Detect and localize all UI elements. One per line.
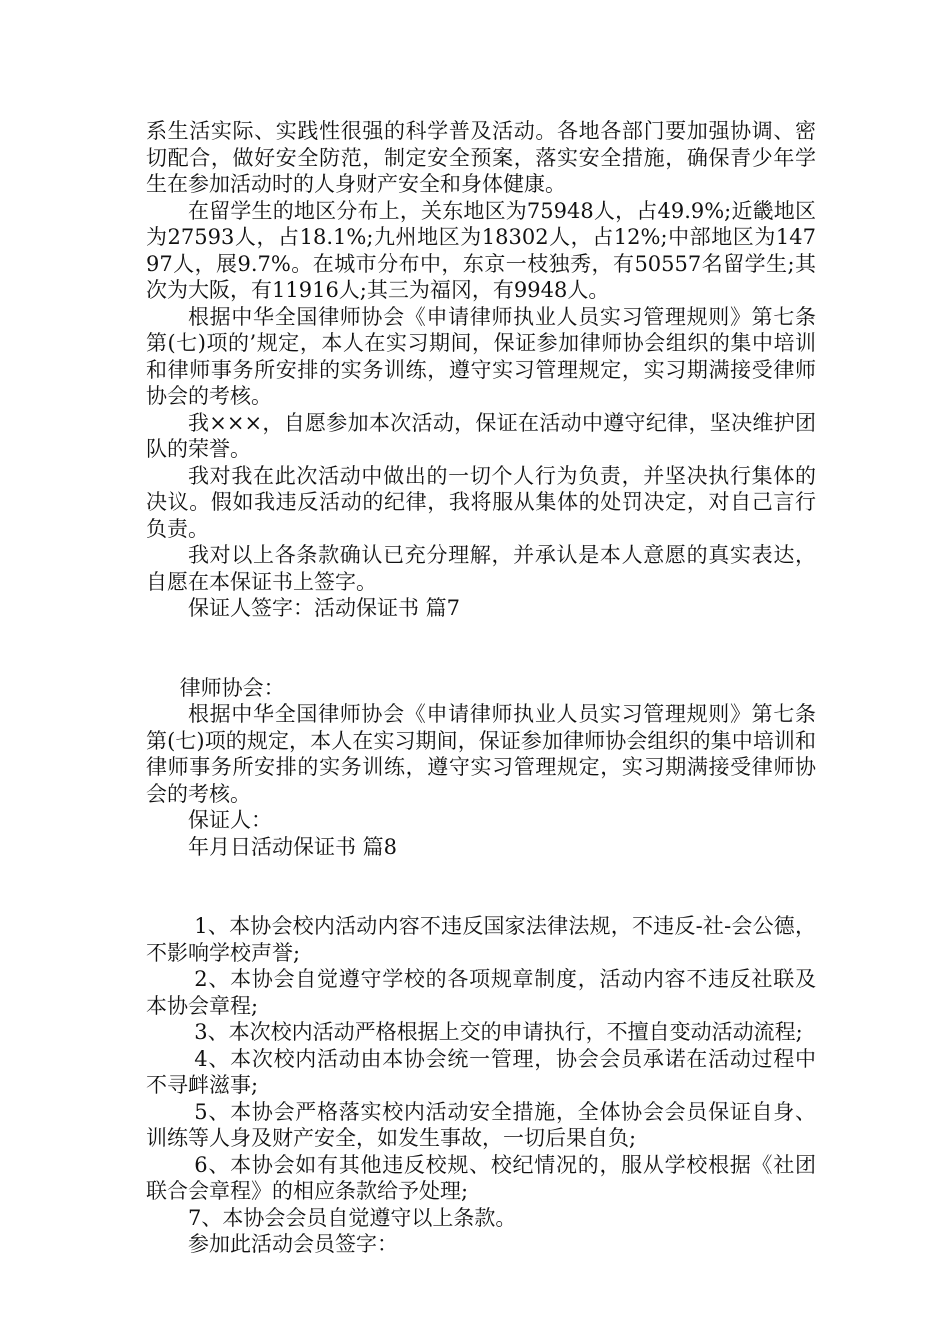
guarantor-label: 保证人： [188, 808, 272, 832]
paragraph-lawyer-internship-1: 根据中华全国律师协会《申请律师执业人员实习管理规则》第七条第(七)项的’规定，本人在实习期间，保证参加律师协会组织的集中培训和律师事务所安排的实务训练，遵守实习管理规定，实习期满接受律师协会的考核。 [146, 304, 816, 408]
list-item: 3、本次校内活动严格根据上交的申请执行，不擅自变动活动流程; [194, 1020, 803, 1044]
document-body [146, 118, 816, 1258]
list-item: 1、本协会校内活动内容不违反国家法律法规，不违反-社-会公德，不影响学校声誉; [146, 914, 816, 965]
section-heading-7: 保证人签字：活动保证书 篇7 [188, 596, 461, 620]
list-item: 4、本次校内活动由本协会统一管理，协会会员承诺在活动过程中不寻衅滋事; [146, 1046, 816, 1097]
paragraph-confirmation: 我对以上各条款确认已充分理解，并承认是本人意愿的真实表达，自愿在本保证书上签字。 [146, 543, 816, 594]
paragraph-responsibility: 我对我在此次活动中做出的一切个人行为负责，并坚决执行集体的决议。假如我违反活动的纪律，我将服从集体的处罚决定，对自己言行负责。 [146, 463, 816, 541]
list-item: 2、本协会自觉遵守学校的各项规章制度，活动内容不违反社联及本协会章程; [146, 967, 816, 1018]
member-signature-label: 参加此活动会员签字： [188, 1232, 398, 1256]
section-spacer [146, 860, 816, 913]
list-item: 5、本协会严格落实校内活动安全措施，全体协会会员保证自身、训练等人身及财产安全，如发生事故，一切后果自负; [146, 1099, 816, 1150]
greeting-lawyers-association: 律师协会： [179, 675, 285, 700]
paragraph-lawyer-internship-2: 根据中华全国律师协会《申请律师执业人员实习管理规则》第七条第(七)项的规定，本人在实习期间，保证参加律师协会组织的集中培训和律师事务所安排的实务训练，遵守实习管理规定，实习期满接受律师协会的考核。 [146, 702, 816, 806]
list-item: 7、本协会会员自觉遵守以上条款。 [188, 1205, 517, 1230]
list-item: 6、本协会如有其他违反校规、校纪情况的，服从学校根据《社团联合会章程》的相应条款给予处理; [146, 1152, 816, 1203]
paragraph-voluntary-participation: 我×××，自愿参加本次活动，保证在活动中遵守纪律，坚决维护团队的荣誉。 [146, 410, 816, 461]
section-heading-8: 年月日活动保证书 篇8 [188, 834, 398, 859]
section-spacer [146, 622, 816, 675]
paragraph-student-distribution: 在留学生的地区分布上，关东地区为75948人，占49.9%;近畿地区为27593人，占18.1%;九州地区为18302人，占12%;中部地区为14797人，展9.7%。在城市分布中，东京一枝独秀，有50557名留学生;其次为大阪，有11916人;其三为福冈，有9948人。 [146, 198, 816, 302]
paragraph-continuation: 系生活实际、实践性很强的科学普及活动。各地各部门要加强协调、密切配合，做好安全防范，制定安全预案，落实安全措施，确保青少年学生在参加活动时的人身财产安全和身体健康。 [146, 119, 816, 196]
